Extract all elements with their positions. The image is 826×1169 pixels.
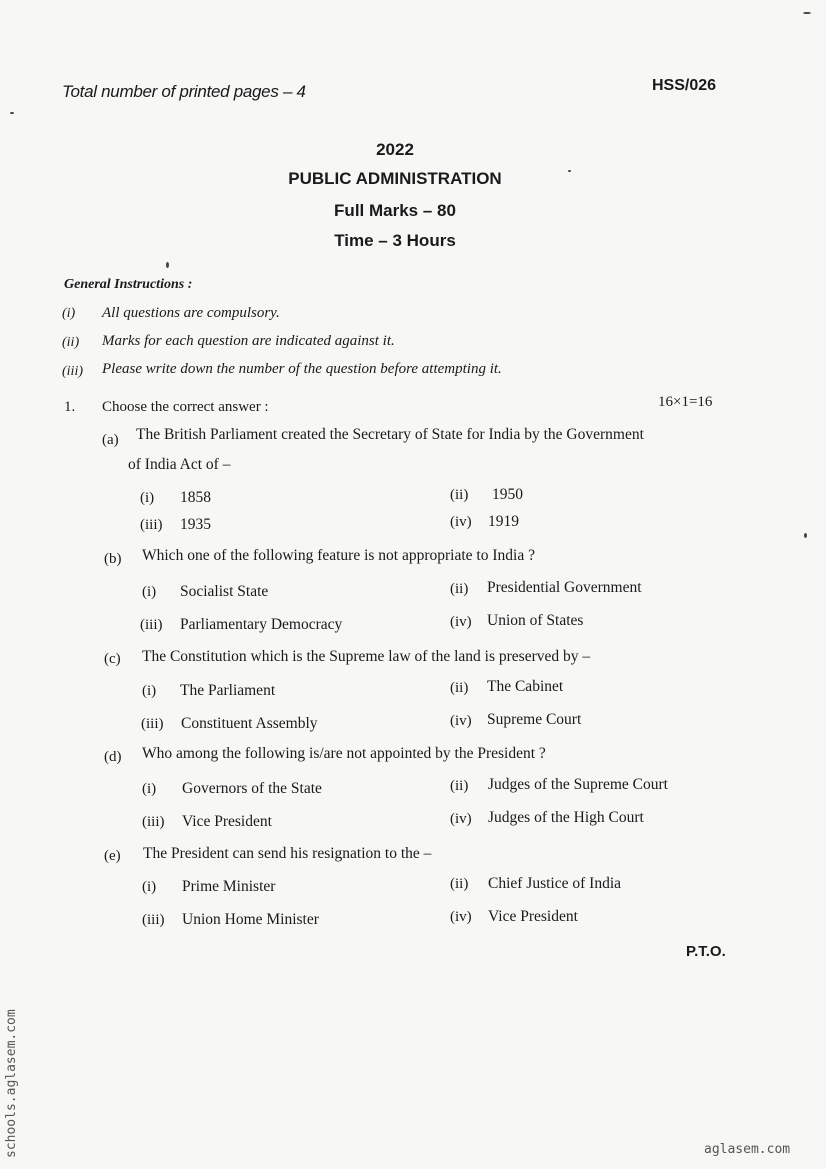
instruction-number: (iii): [62, 364, 83, 379]
question-marks: 16×1=16: [658, 394, 713, 410]
option-number: (ii): [450, 487, 469, 503]
option-number: (iv): [450, 811, 472, 827]
subquestion-label: (c): [104, 651, 121, 667]
subquestion-label: (a): [102, 432, 119, 448]
side-watermark: schools.aglasem.com: [4, 1009, 19, 1158]
exam-time: Time – 3 Hours: [334, 231, 456, 250]
exam-year: 2022: [376, 140, 414, 159]
option-text: Prime Minister: [182, 878, 276, 895]
option-number: (iii): [142, 912, 165, 928]
option-text: The Cabinet: [487, 678, 564, 695]
exam-subject: PUBLIC ADMINISTRATION: [288, 169, 502, 188]
option-text: Vice President: [488, 908, 578, 925]
subquestion-text-continued: of India Act of –: [128, 456, 231, 473]
subquestion-label: (b): [104, 551, 122, 567]
option-number: (iii): [140, 517, 163, 533]
option-text: 1935: [180, 516, 211, 533]
option-text: Governors of the State: [182, 780, 322, 797]
option-number: (iv): [450, 514, 472, 530]
subquestion-label: (e): [104, 848, 121, 864]
bottom-watermark: aglasem.com: [704, 1142, 791, 1157]
subquestion-label: (d): [104, 749, 122, 765]
option-number: (i): [140, 490, 155, 506]
option-number: (ii): [450, 876, 469, 892]
option-number: (iii): [141, 716, 164, 732]
please-turn-over: P.T.O.: [686, 943, 726, 960]
scan-speck: [568, 170, 571, 172]
option-number: (iii): [142, 814, 165, 830]
option-text: 1858: [180, 489, 211, 506]
option-number: (i): [142, 879, 157, 895]
subquestion-text: The British Parliament created the Secretary of State for India by the Government: [136, 426, 644, 443]
option-number: (iv): [450, 713, 472, 729]
scan-speck: [166, 262, 169, 268]
instruction-number: (i): [62, 306, 76, 321]
full-marks: Full Marks – 80: [334, 201, 456, 220]
printed-pages-note: Total number of printed pages – 4: [62, 82, 306, 101]
option-text: Parliamentary Democracy: [180, 616, 343, 633]
option-text: Union of States: [487, 612, 584, 629]
instructions-heading: General Instructions :: [64, 277, 193, 292]
subquestion-text: The President can send his resignation to the –: [143, 845, 432, 862]
subquestion-text: Who among the following is/are not appointed by the President ?: [142, 745, 546, 762]
option-text: Vice President: [182, 813, 272, 830]
option-text: Presidential Government: [487, 579, 642, 596]
option-text: Union Home Minister: [182, 911, 319, 928]
option-text: Supreme Court: [487, 711, 582, 728]
instruction-text: Marks for each question are indicated against it.: [102, 333, 395, 349]
option-number: (iii): [140, 617, 163, 633]
instruction-number: (ii): [62, 335, 80, 350]
subquestion-text: Which one of the following feature is not appropriate to India ?: [142, 547, 535, 564]
paper-code: HSS/026: [652, 77, 717, 94]
question-text: Choose the correct answer :: [102, 399, 269, 415]
scan-speck: [803, 12, 811, 14]
option-number: (ii): [450, 680, 469, 696]
scan-speck: [10, 112, 14, 114]
option-number: (i): [142, 781, 157, 797]
instruction-text: All questions are compulsory.: [102, 305, 280, 321]
option-text: Judges of the Supreme Court: [488, 776, 668, 793]
option-number: (i): [142, 683, 157, 699]
option-number: (iv): [450, 614, 472, 630]
option-text: The Parliament: [180, 682, 276, 699]
option-number: (ii): [450, 778, 469, 794]
option-text: 1919: [488, 513, 519, 530]
question-number: 1.: [64, 399, 76, 415]
option-text: 1950: [492, 486, 523, 503]
option-number: (iv): [450, 909, 472, 925]
scan-speck: [804, 533, 807, 538]
option-text: Chief Justice of India: [488, 875, 622, 892]
subquestion-text: The Constitution which is the Supreme law of the land is preserved by –: [142, 648, 591, 665]
option-text: Judges of the High Court: [488, 809, 644, 826]
option-number: (ii): [450, 581, 469, 597]
instruction-text: Please write down the number of the question before attempting it.: [102, 361, 502, 377]
option-text: Socialist State: [180, 583, 269, 600]
option-number: (i): [142, 584, 157, 600]
option-text: Constituent Assembly: [181, 715, 318, 732]
